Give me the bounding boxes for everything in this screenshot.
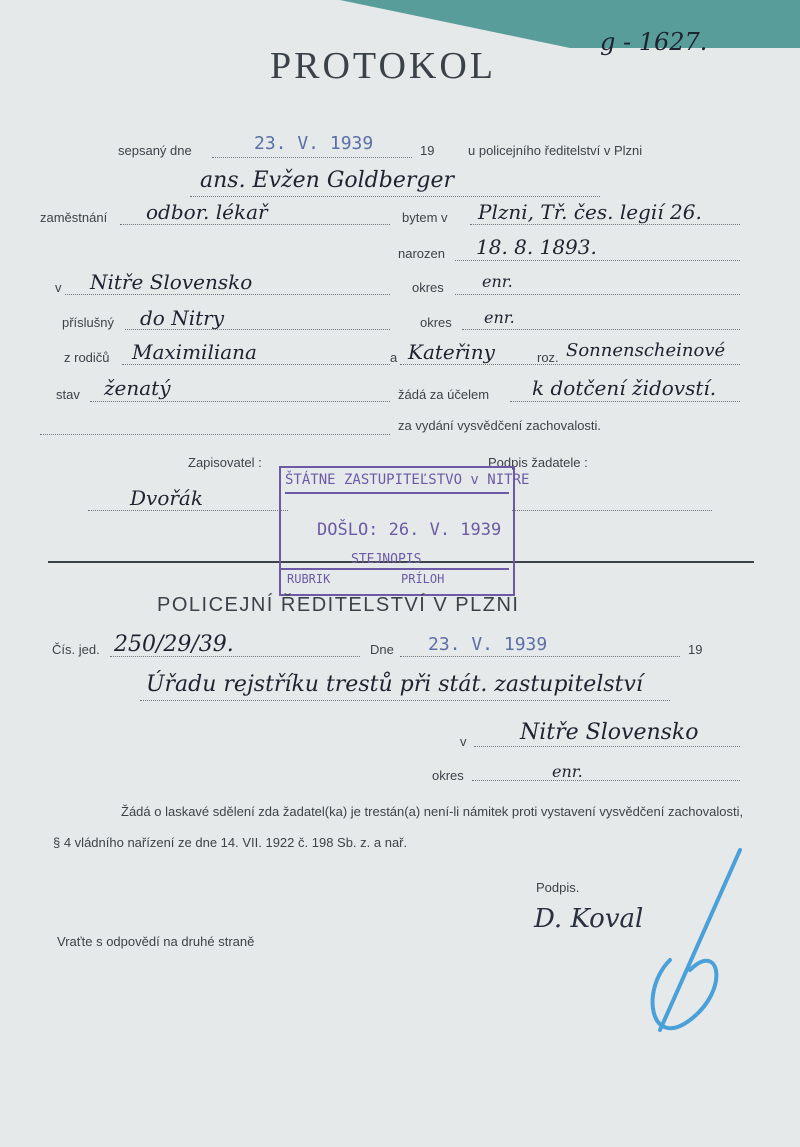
request-text: Žádá o laskavé sdělení zda žadatel(ka) je trestán(a) není-li námitek proti vystavení vysvědčení zachovalosti, § 4 vládního nařízení ze dne 14. VII. 1922 č. 198 Sb. z. a nař. <box>53 804 744 850</box>
zamestnani-value: odbor. lékař <box>146 200 268 224</box>
cis-label: Čís. jed. <box>52 642 100 657</box>
stamp-copy: STEJNOPIS <box>351 552 422 567</box>
zapisovatel-signature: Dvořák <box>130 486 203 510</box>
prislusny-value: do Nitry <box>140 306 224 330</box>
narozen-line <box>455 260 740 261</box>
rodicu-value: Maximiliana <box>132 340 257 364</box>
zada-value: k dotčení židovstí. <box>532 376 717 400</box>
reference-number: g - 1627. <box>600 28 708 56</box>
sepsany-label: sepsaný dne <box>118 143 192 158</box>
bytem-value: Plzni, Tř. čes. legií 26. <box>478 200 702 224</box>
stav-value: ženatý <box>104 376 171 400</box>
date-printed: 23. V. 1939 <box>254 133 374 154</box>
a-value: Kateřiny <box>408 340 495 364</box>
okres3-label: okres <box>432 768 464 783</box>
name-line <box>190 196 600 197</box>
prislusny-line <box>125 329 390 330</box>
okres1-value: enr. <box>482 272 513 291</box>
zapisovatel-label: Zapisovatel : <box>188 455 262 470</box>
okres2-label: okres <box>420 315 452 330</box>
page-corner <box>340 0 800 48</box>
rodicu-line <box>122 364 390 365</box>
okres2-line <box>462 329 740 330</box>
stamp-rule-bottom <box>281 568 509 570</box>
v2-line <box>474 746 740 747</box>
stamp-received-date: DOŠLO: 26. V. 1939 <box>317 520 502 540</box>
bytem-label: bytem v <box>402 210 448 225</box>
zapisovatel-line <box>88 510 288 511</box>
recipient-line <box>140 700 670 701</box>
v-label: v <box>55 280 62 295</box>
dne-label: Dne <box>370 642 394 657</box>
v2-label: v <box>460 734 467 749</box>
okres1-line <box>455 294 740 295</box>
v-line <box>65 294 390 295</box>
okres3-value: enr. <box>552 762 583 781</box>
document-title: PROTOKOL <box>270 45 496 87</box>
roz-value: Sonnenscheinové <box>566 340 726 361</box>
year-suffix: 19 <box>420 143 435 158</box>
zamestnani-label: zaměstnání <box>40 210 108 225</box>
applicant-name: ans. Evžen Goldberger <box>200 168 454 193</box>
blank-line <box>40 434 390 435</box>
v-value: Nitře Slovensko <box>90 270 253 294</box>
cis-value: 250/29/39. <box>114 632 234 657</box>
place-label: u policejního ředitelství v Plzni <box>468 143 643 158</box>
rodicu-label: z rodičů <box>64 350 110 365</box>
zada-label: žádá za účelem <box>398 387 490 402</box>
prislusny-label: příslušný <box>62 315 115 330</box>
stamp-rubrik: RUBRIK <box>287 572 331 586</box>
stamp-office: ŠTÁTNE ZASTUPITEĽSTVO v NITRE <box>285 472 530 488</box>
return-note: Vraťte s odpovědí na druhé straně <box>57 934 255 949</box>
okres3-line <box>472 780 740 781</box>
podpis-zadatele-label: Podpis žadatele : <box>488 455 588 470</box>
section2-year: 19 <box>688 642 703 657</box>
stamp-priloh: PRÍLOH <box>401 572 445 586</box>
zada-line <box>510 401 740 402</box>
okres2-value: enr. <box>484 308 515 327</box>
stav-line <box>90 401 390 402</box>
section-heading: POLICEJNÍ ŘEDITELSTVÍ V PLZNI <box>157 594 520 616</box>
recipient-office: Úřadu rejstříku trestů při stát. zastupitelství <box>146 672 643 697</box>
podpis-label: Podpis. <box>536 880 580 895</box>
stamp-rule-top <box>285 492 509 494</box>
received-stamp <box>279 466 530 596</box>
date-line <box>212 157 412 158</box>
official-signature: D. Koval <box>534 904 644 934</box>
v2-value: Nitře Slovensko <box>520 720 699 745</box>
narozen-value: 18. 8. 1893. <box>476 235 597 259</box>
narozen-label: narozen <box>398 246 445 261</box>
dne-line <box>400 656 680 657</box>
bytem-line <box>470 224 740 225</box>
vydani-label: za vydání vysvědčení zachovalosti. <box>398 418 602 433</box>
okres1-label: okres <box>412 280 444 295</box>
zamestnani-line <box>120 224 390 225</box>
blue-crayon-mark <box>630 840 750 1050</box>
cis-line <box>110 656 360 657</box>
roz-label: roz. <box>537 350 559 365</box>
roz-line <box>400 364 740 365</box>
a-label: a <box>390 350 398 365</box>
podpis-line <box>512 510 712 511</box>
stav-label: stav <box>56 387 80 402</box>
dne-value: 23. V. 1939 <box>428 634 548 655</box>
